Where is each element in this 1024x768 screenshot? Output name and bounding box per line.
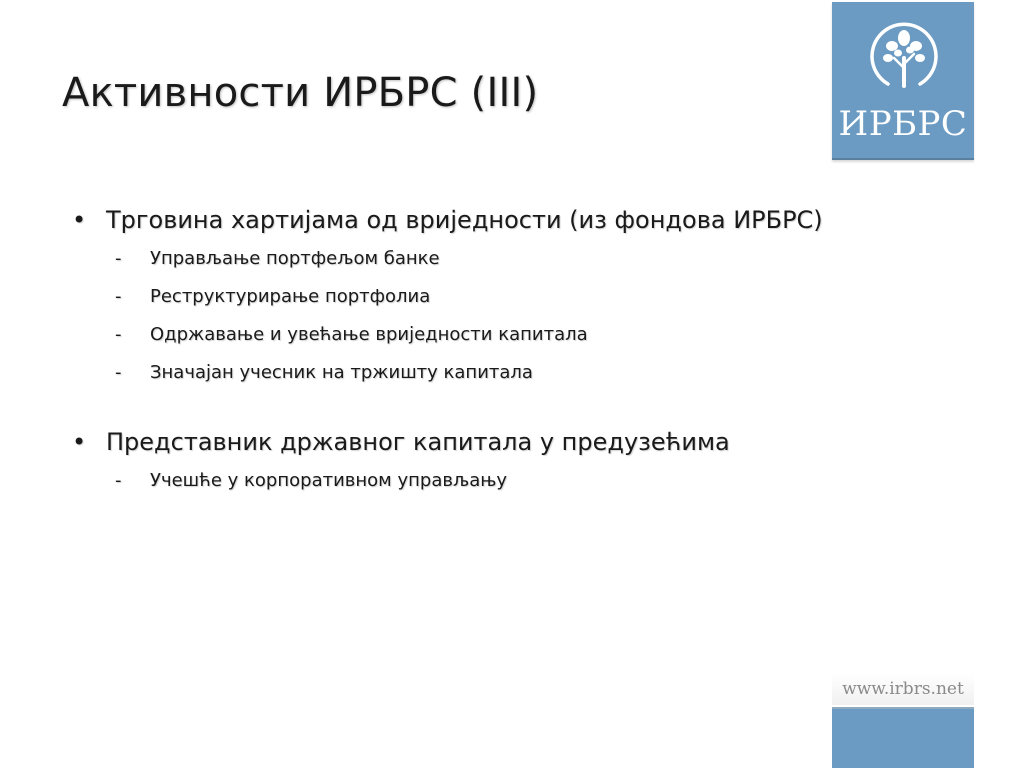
slide-content xyxy=(68,200,823,500)
sub-item xyxy=(68,462,808,500)
sub-item xyxy=(68,240,808,278)
sub-item-text: Одржавање и увећање вриједности капитала xyxy=(150,324,588,345)
sub-marker: - xyxy=(115,362,122,383)
footer-url: www.irbrs.net xyxy=(832,674,974,705)
sub-marker: - xyxy=(115,470,122,491)
sub-item-text: Управљање портфељом банке xyxy=(150,248,440,269)
bullet-group xyxy=(68,200,823,392)
footer-accent-block xyxy=(832,707,974,768)
logo-text: ИРБРС xyxy=(838,104,968,144)
bullet-item xyxy=(68,422,808,462)
group-spacer xyxy=(68,392,808,422)
sub-item-text: Значајан учесник на тржишту капитала xyxy=(150,362,533,383)
bullet-text: Представник државног капитала у предузећима xyxy=(106,428,730,456)
bullet-group xyxy=(68,422,808,500)
sub-marker: - xyxy=(115,248,122,269)
bullet-text: Трговина хартијама од вриједности (из фондова ИРБРС) xyxy=(106,206,823,234)
sub-item-text: Реструктурирање портфолиа xyxy=(150,286,431,307)
footer xyxy=(832,674,974,768)
bullet-item xyxy=(68,200,823,240)
sub-list xyxy=(68,240,808,392)
sub-marker: - xyxy=(115,324,122,345)
sub-item xyxy=(68,354,808,392)
sub-item xyxy=(68,278,808,316)
tree-icon xyxy=(868,20,940,92)
irbrs-logo xyxy=(832,2,974,160)
sub-marker: - xyxy=(115,286,122,307)
slide-title: Активности ИРБРС (III) xyxy=(62,70,539,116)
sub-item xyxy=(68,316,808,354)
sub-list xyxy=(68,462,808,500)
bullet-marker: • xyxy=(72,428,87,456)
sub-item-text: Учешће у корпоративном управљању xyxy=(150,470,508,491)
bullet-marker: • xyxy=(72,206,87,234)
